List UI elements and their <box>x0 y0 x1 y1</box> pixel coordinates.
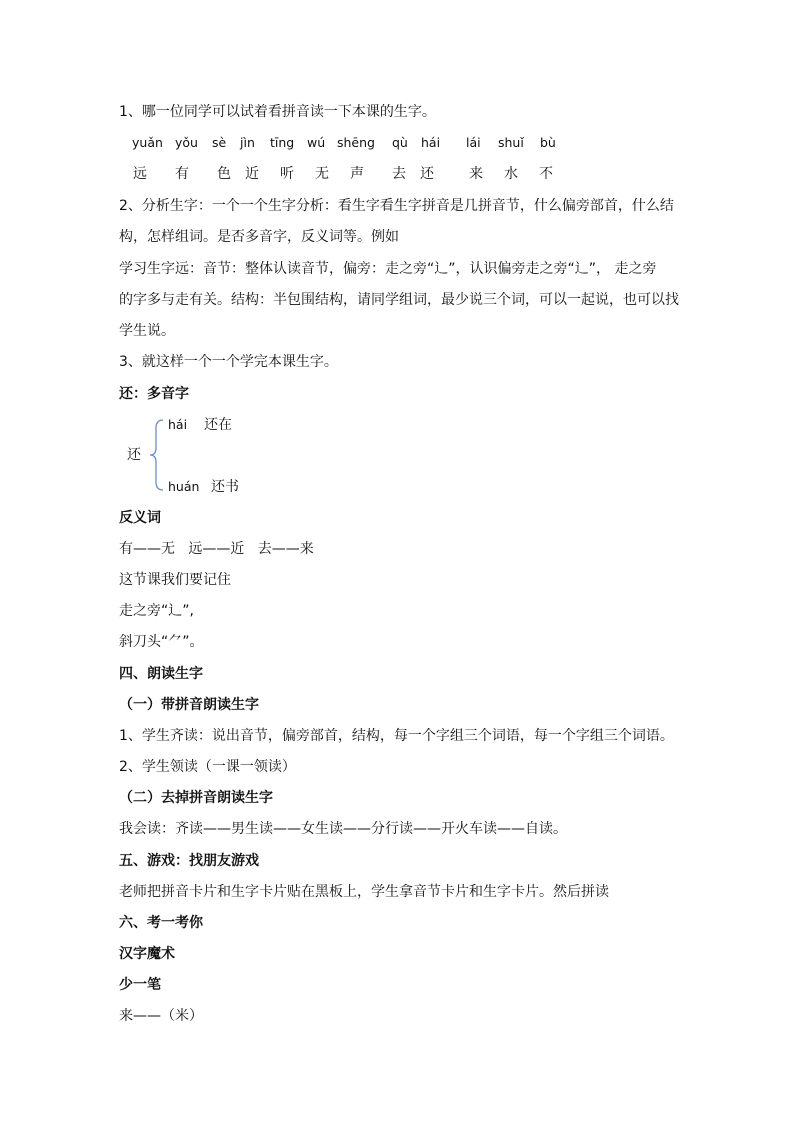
step-2-line-4: 的字多与走有关。结构：半包围结构，请同学组词，最少说三个词，可以一起说，也可以找 <box>119 292 679 308</box>
curly-brace-icon <box>148 418 168 492</box>
pinyin-yuan: yuǎn <box>132 135 163 150</box>
polyphone-char: 还 <box>127 447 141 463</box>
section-6-sub-2: 少一笔 <box>119 977 161 993</box>
hanzi-yuan: 远 <box>133 166 147 182</box>
pinyin-jin: jìn <box>240 135 255 150</box>
polyphone-word-1: 还在 <box>204 417 232 433</box>
pinyin-qu: qù <box>392 135 408 150</box>
step-1: 1、哪一位同学可以试着看拼音读一下本课的生字。 <box>119 104 436 120</box>
hanzi-hai: 还 <box>420 166 434 182</box>
step-2-line-5: 学生说。 <box>119 323 175 339</box>
section-6-sub-1: 汉字魔术 <box>119 946 175 962</box>
hanzi-shui: 水 <box>504 166 518 182</box>
hanzi-qu: 去 <box>392 166 406 182</box>
pinyin-bu: bù <box>540 135 556 150</box>
pinyin-shui: shuǐ <box>498 135 524 150</box>
section-6-line-1: 来——（米） <box>119 1008 203 1024</box>
hanzi-jin: 近 <box>245 166 259 182</box>
step-2-line-3: 学习生字远：音节：整体认读音节，偏旁：走之旁“辶”，认识偏旁走之旁“辶”， 走之旁 <box>119 261 657 277</box>
section-4-line-3: 我会读：齐读——男生读——女生读——分行读——开火车读——自读。 <box>119 821 567 837</box>
step-3: 3、就这样一个一个学完本课生字。 <box>119 354 338 370</box>
hanzi-bu: 不 <box>539 166 553 182</box>
remember-radical-1: 走之旁“辶”, <box>119 603 194 619</box>
antonyms-heading: 反义词 <box>119 510 161 526</box>
step-2-line-1: 2、分析生字：一个一个生字分析：看生字看生字拼音是几拼音节，什么偏旁部首，什么结 <box>119 198 674 214</box>
section-4-line-1: 1、学生齐读：说出音节，偏旁部首，结构，每一个字组三个词语，每一个字组三个词语。 <box>119 728 674 744</box>
hanzi-wu: 无 <box>315 166 329 182</box>
step-2-line-2: 构，怎样组词。是否多音字，反义词等。例如 <box>119 229 399 245</box>
pinyin-wu: wú <box>307 135 326 150</box>
pinyin-you: yǒu <box>175 135 198 150</box>
hanzi-lai: 来 <box>469 166 483 182</box>
remember-radical-2: 斜刀头“⺈”。 <box>119 634 204 650</box>
polyphone-word-2: 还书 <box>211 479 239 495</box>
section-4-line-2: 2、学生领读（一课一领读） <box>119 759 296 775</box>
section-6-heading: 六、考一考你 <box>119 915 203 931</box>
section-4-heading: 四、朗读生字 <box>119 666 203 682</box>
hanzi-you: 有 <box>175 166 189 182</box>
hanzi-se: 色 <box>217 166 231 182</box>
section-4-sub-1: （一）带拼音朗读生字 <box>119 697 259 713</box>
antonyms-line: 有——无 远——近 去——来 <box>119 541 314 557</box>
section-5-line-1: 老师把拼音卡片和生字卡片贴在黑板上，学生拿音节卡片和生字卡片。然后拼读 <box>119 884 609 900</box>
hanzi-sheng: 声 <box>350 166 364 182</box>
polyphone-pinyin-2: huán <box>168 479 200 494</box>
pinyin-hai: hái <box>421 135 441 150</box>
pinyin-sheng: shēng <box>337 135 375 150</box>
remember-intro: 这节课我们要记住 <box>119 572 231 588</box>
pinyin-se: sè <box>212 135 227 150</box>
section-4-sub-2: （二）去掉拼音朗读生字 <box>119 790 273 806</box>
section-5-heading: 五、游戏：找朋友游戏 <box>119 853 259 869</box>
polyphone-pinyin-1: hái <box>168 417 188 432</box>
polyphone-heading: 还：多音字 <box>119 386 189 402</box>
pinyin-ting: tīng <box>270 135 295 150</box>
pinyin-lai: lái <box>466 135 481 150</box>
hanzi-ting: 听 <box>280 166 294 182</box>
